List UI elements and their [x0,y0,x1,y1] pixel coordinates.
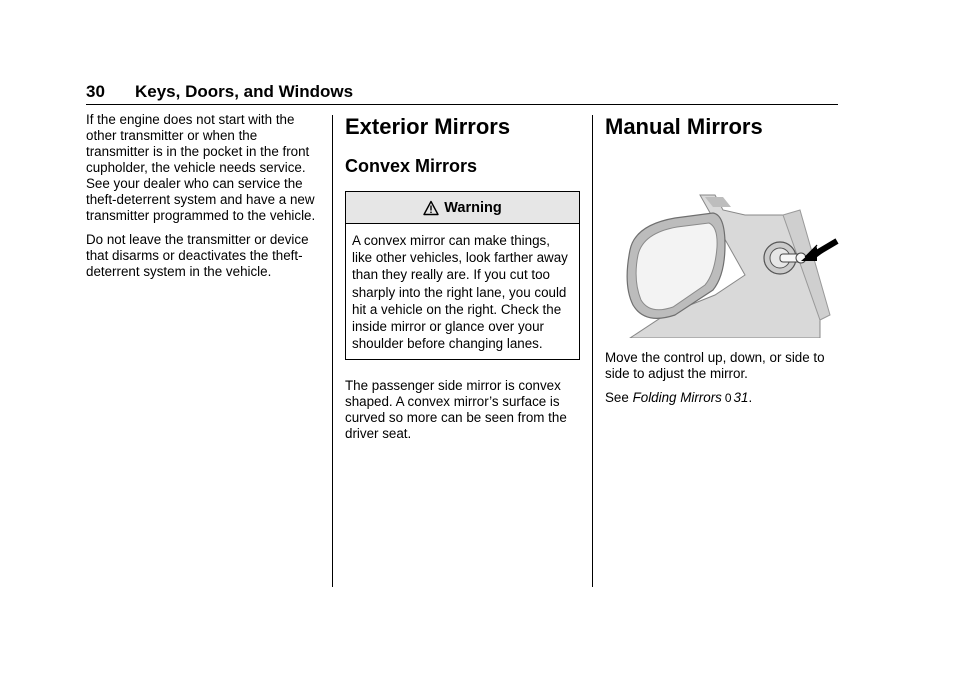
paragraph: Move the control up, down, or side to side to adjust the mirror. [605,350,825,381]
see-reference [605,390,840,406]
subheading-convex-mirrors: Convex Mirrors [345,156,478,176]
column-divider-1 [332,115,333,587]
see-suffix: . [748,390,753,405]
warning-text: A convex mirror can make things, like other vehicles, look farther away than they really are. If you cut too sharply into the right lane, you could hit a vehicle on the right. Check the inside mirror or glance over your shoulder before changing lanes. [352,233,568,352]
reference-page[interactable]: 31 [733,390,749,405]
column-2 [345,112,580,450]
page-reference-icon: 0 [724,391,732,405]
column-1 [86,112,320,288]
paragraph: Do not leave the transmitter or device that disarms or deactivates the theft-deterrent system in the vehicle. [86,232,309,279]
warning-label: Warning [444,199,502,216]
warning-box [345,191,580,360]
page-number: 30 [86,82,105,101]
paragraph: The passenger side mirror is convex shaped. A convex mirror’s surface is curved so more can be seen from the driver seat. [345,378,567,442]
folding-mirrors-link[interactable]: Folding Mirrors [632,390,722,405]
paragraph: If the engine does not start with the other transmitter or when the transmitter is in the pocket in the front cupholder, the vehicle needs service. See your dealer who can service the theft-deterrent system and have a new transmitter programmed to the vehicle. [86,112,316,223]
section-title: Keys, Doors, and Windows [135,82,354,101]
column-3 [605,112,840,414]
warning-header [346,192,579,224]
heading-exterior-mirrors: Exterior Mirrors [345,114,511,139]
column-divider-2 [592,115,593,587]
warning-triangle-icon [423,200,439,216]
heading-manual-mirrors: Manual Mirrors [605,114,763,139]
page-header [86,82,838,105]
mirror-illustration [605,155,840,338]
see-prefix: See [605,390,629,405]
